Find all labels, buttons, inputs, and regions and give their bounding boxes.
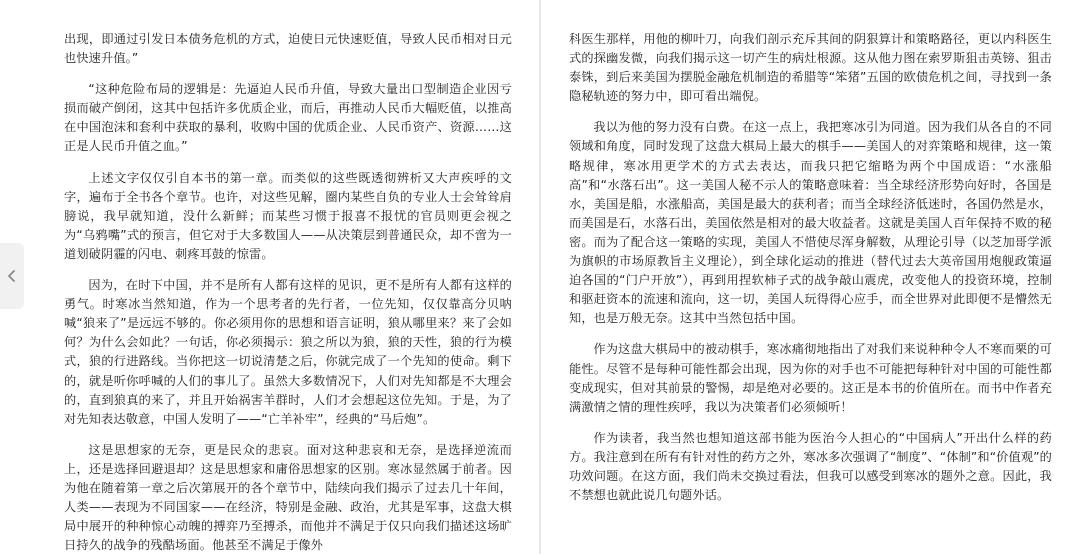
prev-page-button[interactable] [0, 243, 24, 309]
right-paragraph-2: 我以为他的努力没有白费。在这一点上，我把寒冰引为同道。因为我们从各自的不同领域和角度，同时发现了这盘大棋局上最大的棋手——美国人的对弈策略和规律，这一策略规律，寒冰用更学术的方式去表达，而我只把它缩略为两个中国成语：“水涨船高”和“水落石出”。这一美国人秘不示人的策略意味着：当全球经济形势向好时，各国是水，美国是船，水涨船高，美国是最大的获利者；而当全球经济低迷时，各国仍然是水，而美国是石，水落石出，美国依然是相对的最大收益者。这就是美国人百年保持不败的秘密。而为了配合这一策略的实现，美国人不惜使尽浑身解数，从理论引导（以芝加哥学派为旗帜的市场原教旨主义理论），到全球化运动的推进（替代过去大英帝国用炮舰政策逼迫各国的“门户开放”），再到用捏软柿子式的战争敲山震虎，改变他人的投资环境，控制和驱赶资本的流速和流向，这一切，美国人玩得得心应手，而全世界对此即便不是懵然无知，也是万般无奈。这其中当然包括中国。 [569, 120, 1052, 326]
right-page [541, 0, 1080, 554]
left-paragraph-5: 这是思想家的无奈，更是民众的悲哀。面对这种悲哀和无奈，是选择逆流而上，还是选择回避退却？这是思想家和庸俗思想家的区别。寒冰显然属于前者。因为他在随着第一章之后次第展开的各个章节中，陆续向我们揭示了过去几十年间，人类——表现为不同国家——在经济，特别是金融、政治，尤其是军事，这盘大棋局中展开的种种惊心动魄的搏弈乃至搏杀，而他并不满足于仅只向我们描述这场旷日持久的战争的残酷场面。他甚至不满足于像外 [64, 442, 512, 553]
left-paragraph-2: “这种危险布局的逻辑是：先逼迫人民币升值，导致大量出口型制造企业因亏损而破产倒闭，这其中包括许多优质企业，而后，再推动人民币大幅贬值，以推高在中国泡沫和套利中获取的暴利，收购中国的优质企业、人民币资产、资源……这正是人民币升值之血。” [64, 82, 512, 154]
left-paragraph-4: 因为，在时下中国，并不是所有人都有这样的见识，更不是所有人都有这样的勇气。时寒冰当然知道，作为一个思考者的先行者，一位先知，仅仅靠高分贝呐喊“狼来了”是远远不够的。你必须用你的思想和语言证明，狼从哪里来？来了会如何？为什么会如此？一句话，你必须揭示：狼之所以为狼，狼的天性，狼的行为模式，狼的行进路线。当你把这一切说清楚之后，你就完成了一个先知的使命。剩下的，就是听你呼喊的人们的事儿了。虽然大多数情况下，人们对先知都是不大理会的，直到狼真的来了，并且开始祸害羊群时，人们才会想起这位先知。于是，为了对先知表达敬意，中国人发明了——“亡羊补牢”，经典的“马后炮”。 [64, 278, 512, 426]
left-paragraph-3: 上述文字仅仅引自本书的第一章。而类似的这些既透彻辨析又大声疾呼的文字，遍布于全书各个章节。也许，对这些见解，圈内某些自负的专业人士会耸耸肩膀说，我早就知道，没什么新鲜；而某些习惯于报喜不报忧的官员则更会视之为“乌鸦嘴”式的预言，但它对于大多数国人——从决策层到普通民众，却不啻为一道划破阴霾的闪电、刺疼耳鼓的惊雷。 [64, 170, 512, 261]
right-paragraph-4: 作为读者，我当然也想知道这部书能为医治今人担心的“中国病人”开出什么样的药方。我注意到在所有有针对性的药方之外，寒冰多次强调了“制度”、“体制”和“价值观”的功效问题。在这方面，我们尚未交换过看法，但我可以感受到寒冰的题外之意。因此，我不禁想也就此说几句题外话。 [569, 430, 1052, 503]
right-paragraph-3: 作为这盘大棋局中的被动棋手，寒冰痛彻地指出了对我们来说种种令人不寒而栗的可能性。尽管不是每种可能性都会出现，因为你的对手也不可能把每种针对中国的可能性都变成现实，但对其前景的警惕，却是绝对必要的。这正是本书的价值所在。而书中作者充满激情之情的理性疾呼，我以为决策者们必须倾听！ [569, 342, 1052, 414]
right-paragraph-1: 科医生那样，用他的柳叶刀，向我们剖示充斥其间的阴狠算计和策略路径，更以内科医生式的探幽发微，向我们揭示这一切产生的病灶根源。这从他力图在索罗斯狙击英镑、狙击泰铢，到后来美国为摆脱金融危机制造的希腊等“笨猪”五国的欧债危机之间，寻找到一条隐秘轨迹的努力中，即可看出端倪。 [569, 32, 1052, 104]
chevron-left-icon [7, 269, 17, 283]
left-paragraph-1: 出现，即通过引发日本债务危机的方式，迫使日元快速贬值，导致人民币相对日元也快速升值。” [64, 32, 512, 66]
